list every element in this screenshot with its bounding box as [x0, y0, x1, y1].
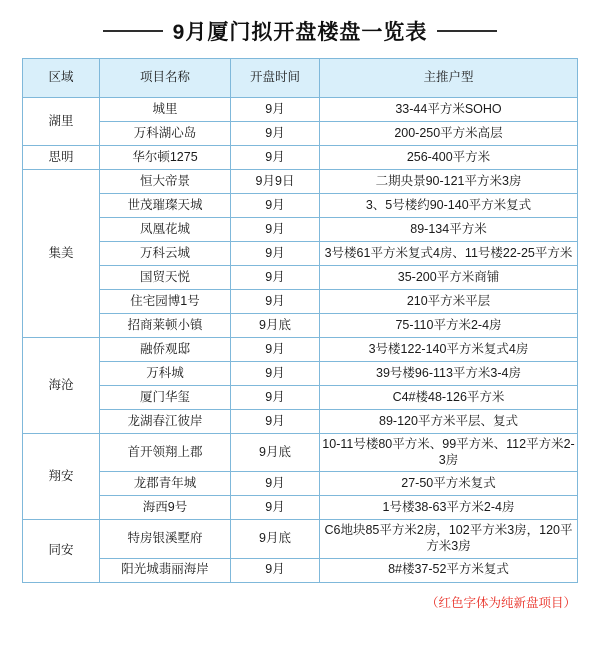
cell-unit-type: 210平方米平层	[320, 290, 578, 314]
cell-unit-type: 10-11号楼80平方米、99平方米、112平方米2-3房	[320, 434, 578, 472]
table-row	[23, 194, 578, 218]
cell-unit-type: C6地块85平方米2房，102平方米3房，120平方米3房	[320, 520, 578, 558]
cell-open-date: 9月	[231, 146, 320, 170]
cell-project-name: 阳光城翡丽海岸	[100, 558, 231, 582]
table-body	[23, 98, 578, 583]
cell-open-date: 9月	[231, 338, 320, 362]
table-row	[23, 218, 578, 242]
cell-open-date: 9月	[231, 122, 320, 146]
cell-open-date: 9月底	[231, 314, 320, 338]
cell-unit-type: 33-44平方米SOHO	[320, 98, 578, 122]
cell-unit-type: 89-134平方米	[320, 218, 578, 242]
cell-unit-type: 256-400平方米	[320, 146, 578, 170]
cell-region: 湖里	[23, 98, 100, 146]
cell-open-date: 9月9日	[231, 170, 320, 194]
table-note: （红色字体为纯新盘项目）	[425, 595, 576, 610]
cell-region: 翔安	[23, 434, 100, 520]
table-row	[23, 520, 578, 558]
cell-project-name: 海西9号	[100, 496, 231, 520]
column-header-unit-type: 主推户型	[320, 59, 578, 98]
cell-open-date: 9月	[231, 558, 320, 582]
cell-region: 集美	[23, 170, 100, 338]
cell-open-date: 9月底	[231, 434, 320, 472]
cell-open-date: 9月	[231, 242, 320, 266]
cell-project-name: 城里	[100, 98, 231, 122]
cell-unit-type: C4#楼48-126平方米	[320, 386, 578, 410]
table-row	[23, 290, 578, 314]
cell-project-name: 厦门华玺	[100, 386, 231, 410]
column-header-region: 区域	[23, 59, 100, 98]
cell-unit-type: 1号楼38-63平方米2-4房	[320, 496, 578, 520]
table-row	[23, 558, 578, 582]
listing-table	[22, 58, 578, 583]
table-header	[23, 59, 578, 98]
column-header-open-date: 开盘时间	[231, 59, 320, 98]
title-rule-right	[437, 30, 497, 32]
cell-project-name: 融侨观邸	[100, 338, 231, 362]
table-row	[23, 386, 578, 410]
cell-project-name: 住宅园博1号	[100, 290, 231, 314]
cell-open-date: 9月	[231, 218, 320, 242]
cell-open-date: 9月	[231, 194, 320, 218]
cell-project-name: 龙湖春江彼岸	[100, 410, 231, 434]
cell-region: 思明	[23, 146, 100, 170]
page-title: 9月厦门拟开盘楼盘一览表	[172, 21, 428, 44]
table-row	[23, 338, 578, 362]
table-row	[23, 242, 578, 266]
cell-project-name: 恒大帝景	[100, 170, 231, 194]
table-row	[23, 170, 578, 194]
cell-project-name: 龙郡青年城	[100, 472, 231, 496]
cell-unit-type: 3号楼122-140平方米复式4房	[320, 338, 578, 362]
cell-unit-type: 75-110平方米2-4房	[320, 314, 578, 338]
cell-open-date: 9月	[231, 362, 320, 386]
cell-unit-type: 89-120平方米平层、复式	[320, 410, 578, 434]
column-header-project-name: 项目名称	[100, 59, 231, 98]
cell-project-name: 凤凰花城	[100, 218, 231, 242]
cell-unit-type: 35-200平方米商铺	[320, 266, 578, 290]
table-row	[23, 266, 578, 290]
table-row	[23, 146, 578, 170]
table-row	[23, 496, 578, 520]
cell-region: 海沧	[23, 338, 100, 434]
cell-unit-type: 8#楼37-52平方米复式	[320, 558, 578, 582]
table-row	[23, 98, 578, 122]
cell-project-name: 万科湖心岛	[100, 122, 231, 146]
cell-unit-type: 二期央景90-121平方米3房	[320, 170, 578, 194]
cell-project-name: 特房银溪墅府	[100, 520, 231, 558]
title-rule-left	[103, 30, 163, 32]
cell-project-name: 招商莱顿小镇	[100, 314, 231, 338]
cell-unit-type: 200-250平方米高层	[320, 122, 578, 146]
table-header-row	[23, 59, 578, 98]
cell-project-name: 万科城	[100, 362, 231, 386]
table-row	[23, 434, 578, 472]
table-row	[23, 410, 578, 434]
cell-open-date: 9月	[231, 386, 320, 410]
cell-open-date: 9月底	[231, 520, 320, 558]
cell-open-date: 9月	[231, 410, 320, 434]
cell-unit-type: 27-50平方米复式	[320, 472, 578, 496]
table-row	[23, 362, 578, 386]
cell-open-date: 9月	[231, 472, 320, 496]
page-title-row	[0, 0, 600, 58]
cell-region: 同安	[23, 520, 100, 582]
cell-open-date: 9月	[231, 290, 320, 314]
table-row	[23, 314, 578, 338]
cell-unit-type: 3号楼61平方米复式4房、11号楼22-25平方米	[320, 242, 578, 266]
table-row	[23, 122, 578, 146]
cell-open-date: 9月	[231, 266, 320, 290]
cell-project-name: 首开领翔上郡	[100, 434, 231, 472]
table-row	[23, 472, 578, 496]
cell-open-date: 9月	[231, 98, 320, 122]
cell-unit-type: 39号楼96-113平方米3-4房	[320, 362, 578, 386]
cell-project-name: 世茂璀璨天城	[100, 194, 231, 218]
cell-unit-type: 3、5号楼约90-140平方米复式	[320, 194, 578, 218]
cell-project-name: 国贸天悦	[100, 266, 231, 290]
cell-project-name: 万科云城	[100, 242, 231, 266]
cell-open-date: 9月	[231, 496, 320, 520]
cell-project-name: 华尔顿1275	[100, 146, 231, 170]
